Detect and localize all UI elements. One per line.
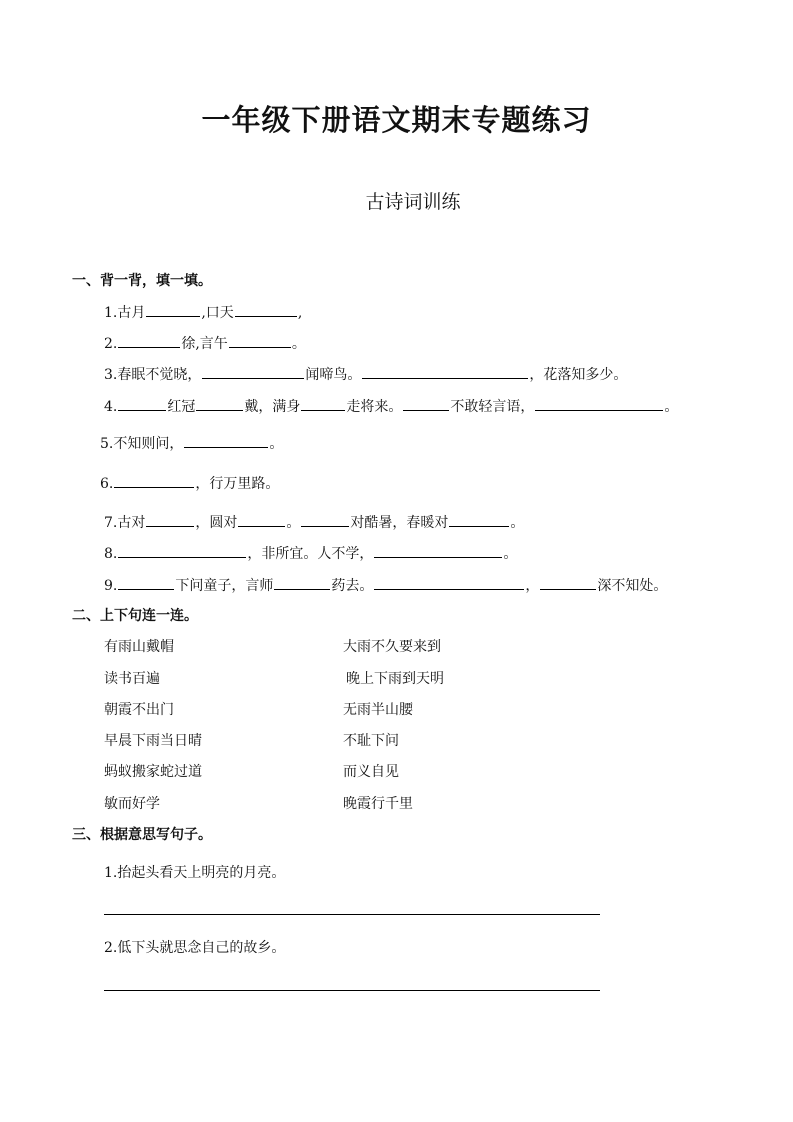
item-text: 深不知处。 [597,578,668,594]
item-text: 2. [104,336,118,352]
item-text: 7.古对 [104,515,146,531]
blank[interactable] [535,396,663,411]
blank[interactable] [274,575,330,590]
fill-item-1 [104,302,302,322]
item-text: 4. [104,399,118,415]
item-text: 。 [664,399,679,415]
item-text: ，行万里路。 [195,476,280,492]
match-left-6[interactable]: 敏而好学 [104,796,160,812]
item-text: 走将来。 [346,399,403,415]
match-right-3[interactable]: 无雨半山腰 [343,702,413,718]
section3-heading: 三、根据意思写句子。 [72,827,212,843]
blank[interactable] [146,302,200,317]
page-subtitle: 古诗词训练 [365,191,461,213]
blank[interactable] [301,512,349,527]
match-left-2[interactable]: 读书百遍 [104,671,160,687]
answer-line-1[interactable] [104,914,600,915]
blank[interactable] [235,302,297,317]
item-text: 8. [104,546,118,562]
match-right-1[interactable]: 大雨不久要来到 [343,639,441,655]
item-text: 6. [100,476,114,492]
match-right-4[interactable]: 不耻下问 [343,733,399,749]
fill-item-5 [100,433,283,453]
blank[interactable] [238,512,285,527]
answer-line-2[interactable] [104,990,600,991]
blank[interactable] [374,575,524,590]
item-text: 红冠 [167,399,196,415]
match-right-6[interactable]: 晚霞行千里 [343,796,413,812]
item-text: 。 [269,436,284,452]
section1-heading: 一、背一背，填一填。 [72,273,212,289]
blank[interactable] [301,396,345,411]
fill-item-2 [104,333,306,353]
blank[interactable] [196,396,243,411]
match-left-3[interactable]: 朝霞不出门 [104,702,174,718]
blank[interactable] [202,364,304,379]
item-text: 5.不知则问， [100,436,184,452]
section2-heading: 二、上下句连一连。 [72,608,198,624]
item-text: 。 [510,515,525,531]
blank[interactable] [229,333,291,348]
item-text: ，非所宜。人不学， [247,546,374,562]
item-text: 。 [503,546,518,562]
blank[interactable] [362,364,528,379]
question-2: 2.低下头就思念自己的故乡。 [104,940,286,956]
blank[interactable] [146,512,194,527]
blank[interactable] [184,433,268,448]
fill-item-7 [104,512,524,532]
item-text: 。 [286,515,301,531]
fill-item-6 [100,473,279,493]
item-text: ，花落知多少。 [529,367,628,383]
item-text: 戴，满身 [244,399,301,415]
item-text: ， [525,578,540,594]
blank[interactable] [118,396,166,411]
item-text: 1.古月 [104,305,146,321]
item-text: 药去。 [331,578,374,594]
fill-item-4 [104,396,678,416]
match-left-5[interactable]: 蚂蚁搬家蛇过道 [104,764,202,780]
blank[interactable] [374,543,502,558]
page-title: 一年级下册语文期末专题练习 [201,103,592,137]
item-text: 闻啼鸟。 [305,367,362,383]
blank[interactable] [403,396,449,411]
blank[interactable] [449,512,509,527]
fill-item-3 [104,364,627,384]
match-left-1[interactable]: 有雨山戴帽 [104,639,174,655]
match-left-4[interactable]: 早晨下雨当日晴 [104,733,202,749]
fill-item-9 [104,575,667,595]
item-text: 徐,言午 [181,336,228,352]
item-text: 9. [104,578,118,594]
item-text: ，圆对 [195,515,238,531]
blank[interactable] [118,543,246,558]
item-text: 3.春眠不觉晓， [104,367,202,383]
match-right-2[interactable]: 晚上下雨到天明 [346,671,444,687]
blank[interactable] [118,575,174,590]
fill-item-8 [104,543,517,563]
blank[interactable] [540,575,596,590]
blank[interactable] [118,333,180,348]
blank[interactable] [114,473,194,488]
item-text: ,口天 [201,305,234,321]
item-text: 对酷暑，春暖对 [350,515,449,531]
item-text: 。 [291,336,306,352]
match-right-5[interactable]: 而义自见 [343,764,399,780]
item-text: 下问童子，言师 [175,578,274,594]
question-1: 1.抬起头看天上明亮的月亮。 [104,865,286,881]
item-text: , [297,305,303,321]
item-text: 不敢轻言语， [450,399,535,415]
